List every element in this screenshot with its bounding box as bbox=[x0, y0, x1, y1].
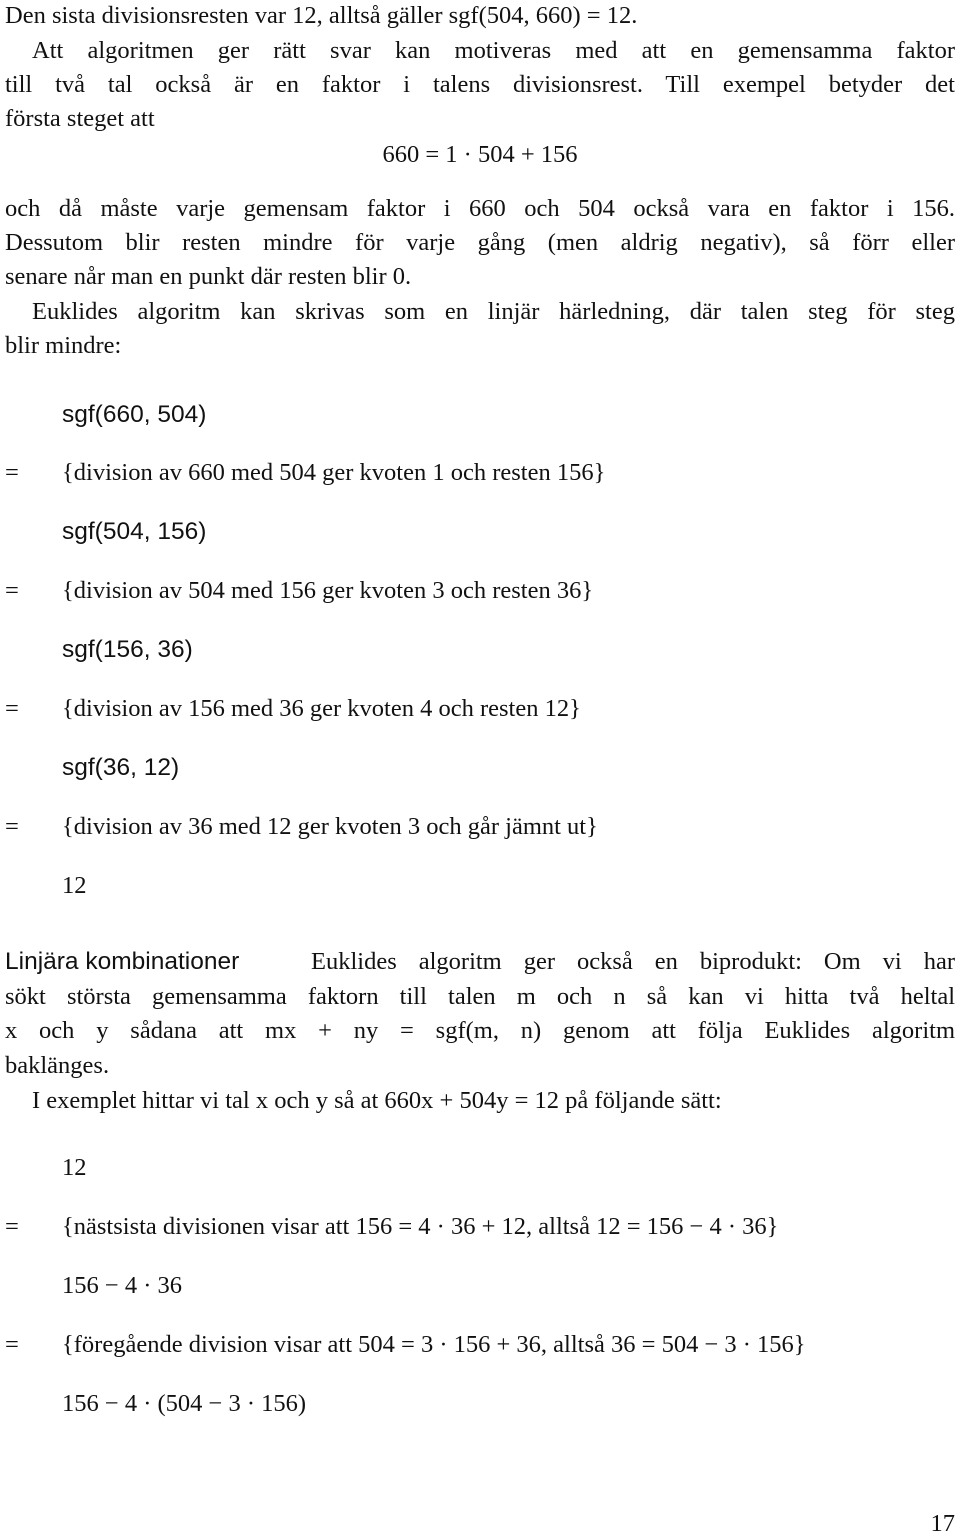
text-line: Att algoritmen ger rätt svar kan motiveras med att en gemensamma faktor bbox=[32, 37, 955, 64]
derivation-hint: {division av 156 med 36 ger kvoten 4 och resten 12} bbox=[62, 695, 581, 722]
equals-sign: = bbox=[5, 577, 19, 604]
display-equation: 660 = 1 · 504 + 156 bbox=[382, 141, 578, 168]
text-line: senare når man en punkt där resten blir 0. bbox=[5, 263, 412, 290]
equals-sign: = bbox=[5, 813, 19, 840]
page-number: 17 bbox=[930, 1510, 955, 1537]
derivation-term: sgf(156, 36) bbox=[62, 636, 193, 663]
derivation-hint: {division av 504 med 156 ger kvoten 3 och resten 36} bbox=[62, 577, 594, 604]
text-line: x och y sådana att mx + ny = sgf(m, n) genom att följa Euklides algoritm bbox=[5, 1017, 955, 1044]
equals-sign: = bbox=[5, 1331, 19, 1358]
derivation-hint: {föregående division visar att 504 = 3 · 156 + 36, alltså 36 = 504 − 3 · 156} bbox=[62, 1331, 806, 1358]
text-line: Euklides algoritm ger också en biprodukt: Om vi har bbox=[311, 948, 955, 975]
derivation-hint: {division av 36 med 12 ger kvoten 3 och går jämnt ut} bbox=[62, 813, 598, 840]
text-line: första steget att bbox=[5, 105, 155, 132]
text-line: sökt största gemensamma faktorn till talen m och n så kan vi hitta två heltal bbox=[5, 983, 955, 1010]
derivation-term: 156 − 4 · (504 − 3 · 156) bbox=[62, 1390, 307, 1417]
text-line: till två tal också är en faktor i talens divisionsrest. Till exempel betyder det bbox=[5, 71, 955, 98]
derivation-term: sgf(660, 504) bbox=[62, 401, 207, 428]
equals-sign: = bbox=[5, 459, 19, 486]
text-line: Dessutom blir resten mindre för varje gång (men aldrig negativ), så förr eller bbox=[5, 229, 955, 256]
derivation-result: 12 bbox=[62, 872, 87, 899]
section-heading: Linjära kombinationer bbox=[5, 948, 240, 975]
text-line: Euklides algoritm kan skrivas som en linjär härledning, där talen steg för steg bbox=[32, 298, 955, 325]
text-line: Den sista divisionsresten var 12, alltså gäller sgf(504, 660) = 12. bbox=[5, 2, 638, 29]
text-line: I exemplet hittar vi tal x och y så at 660x + 504y = 12 på följande sätt: bbox=[32, 1087, 722, 1114]
derivation-term: sgf(504, 156) bbox=[62, 518, 207, 545]
derivation-term: 12 bbox=[62, 1154, 87, 1181]
text-line: och då måste varje gemensam faktor i 660 och 504 också vara en faktor i 156. bbox=[5, 195, 955, 222]
derivation-term: 156 − 4 · 36 bbox=[62, 1272, 182, 1299]
text-line: blir mindre: bbox=[5, 332, 122, 359]
derivation-term: sgf(36, 12) bbox=[62, 754, 180, 781]
derivation-hint: {division av 660 med 504 ger kvoten 1 och resten 156} bbox=[62, 459, 606, 486]
equals-sign: = bbox=[5, 1213, 19, 1240]
derivation-hint: {nästsista divisionen visar att 156 = 4 · 36 + 12, alltså 12 = 156 − 4 · 36} bbox=[62, 1213, 779, 1240]
text-line: baklänges. bbox=[5, 1052, 110, 1079]
equals-sign: = bbox=[5, 695, 19, 722]
